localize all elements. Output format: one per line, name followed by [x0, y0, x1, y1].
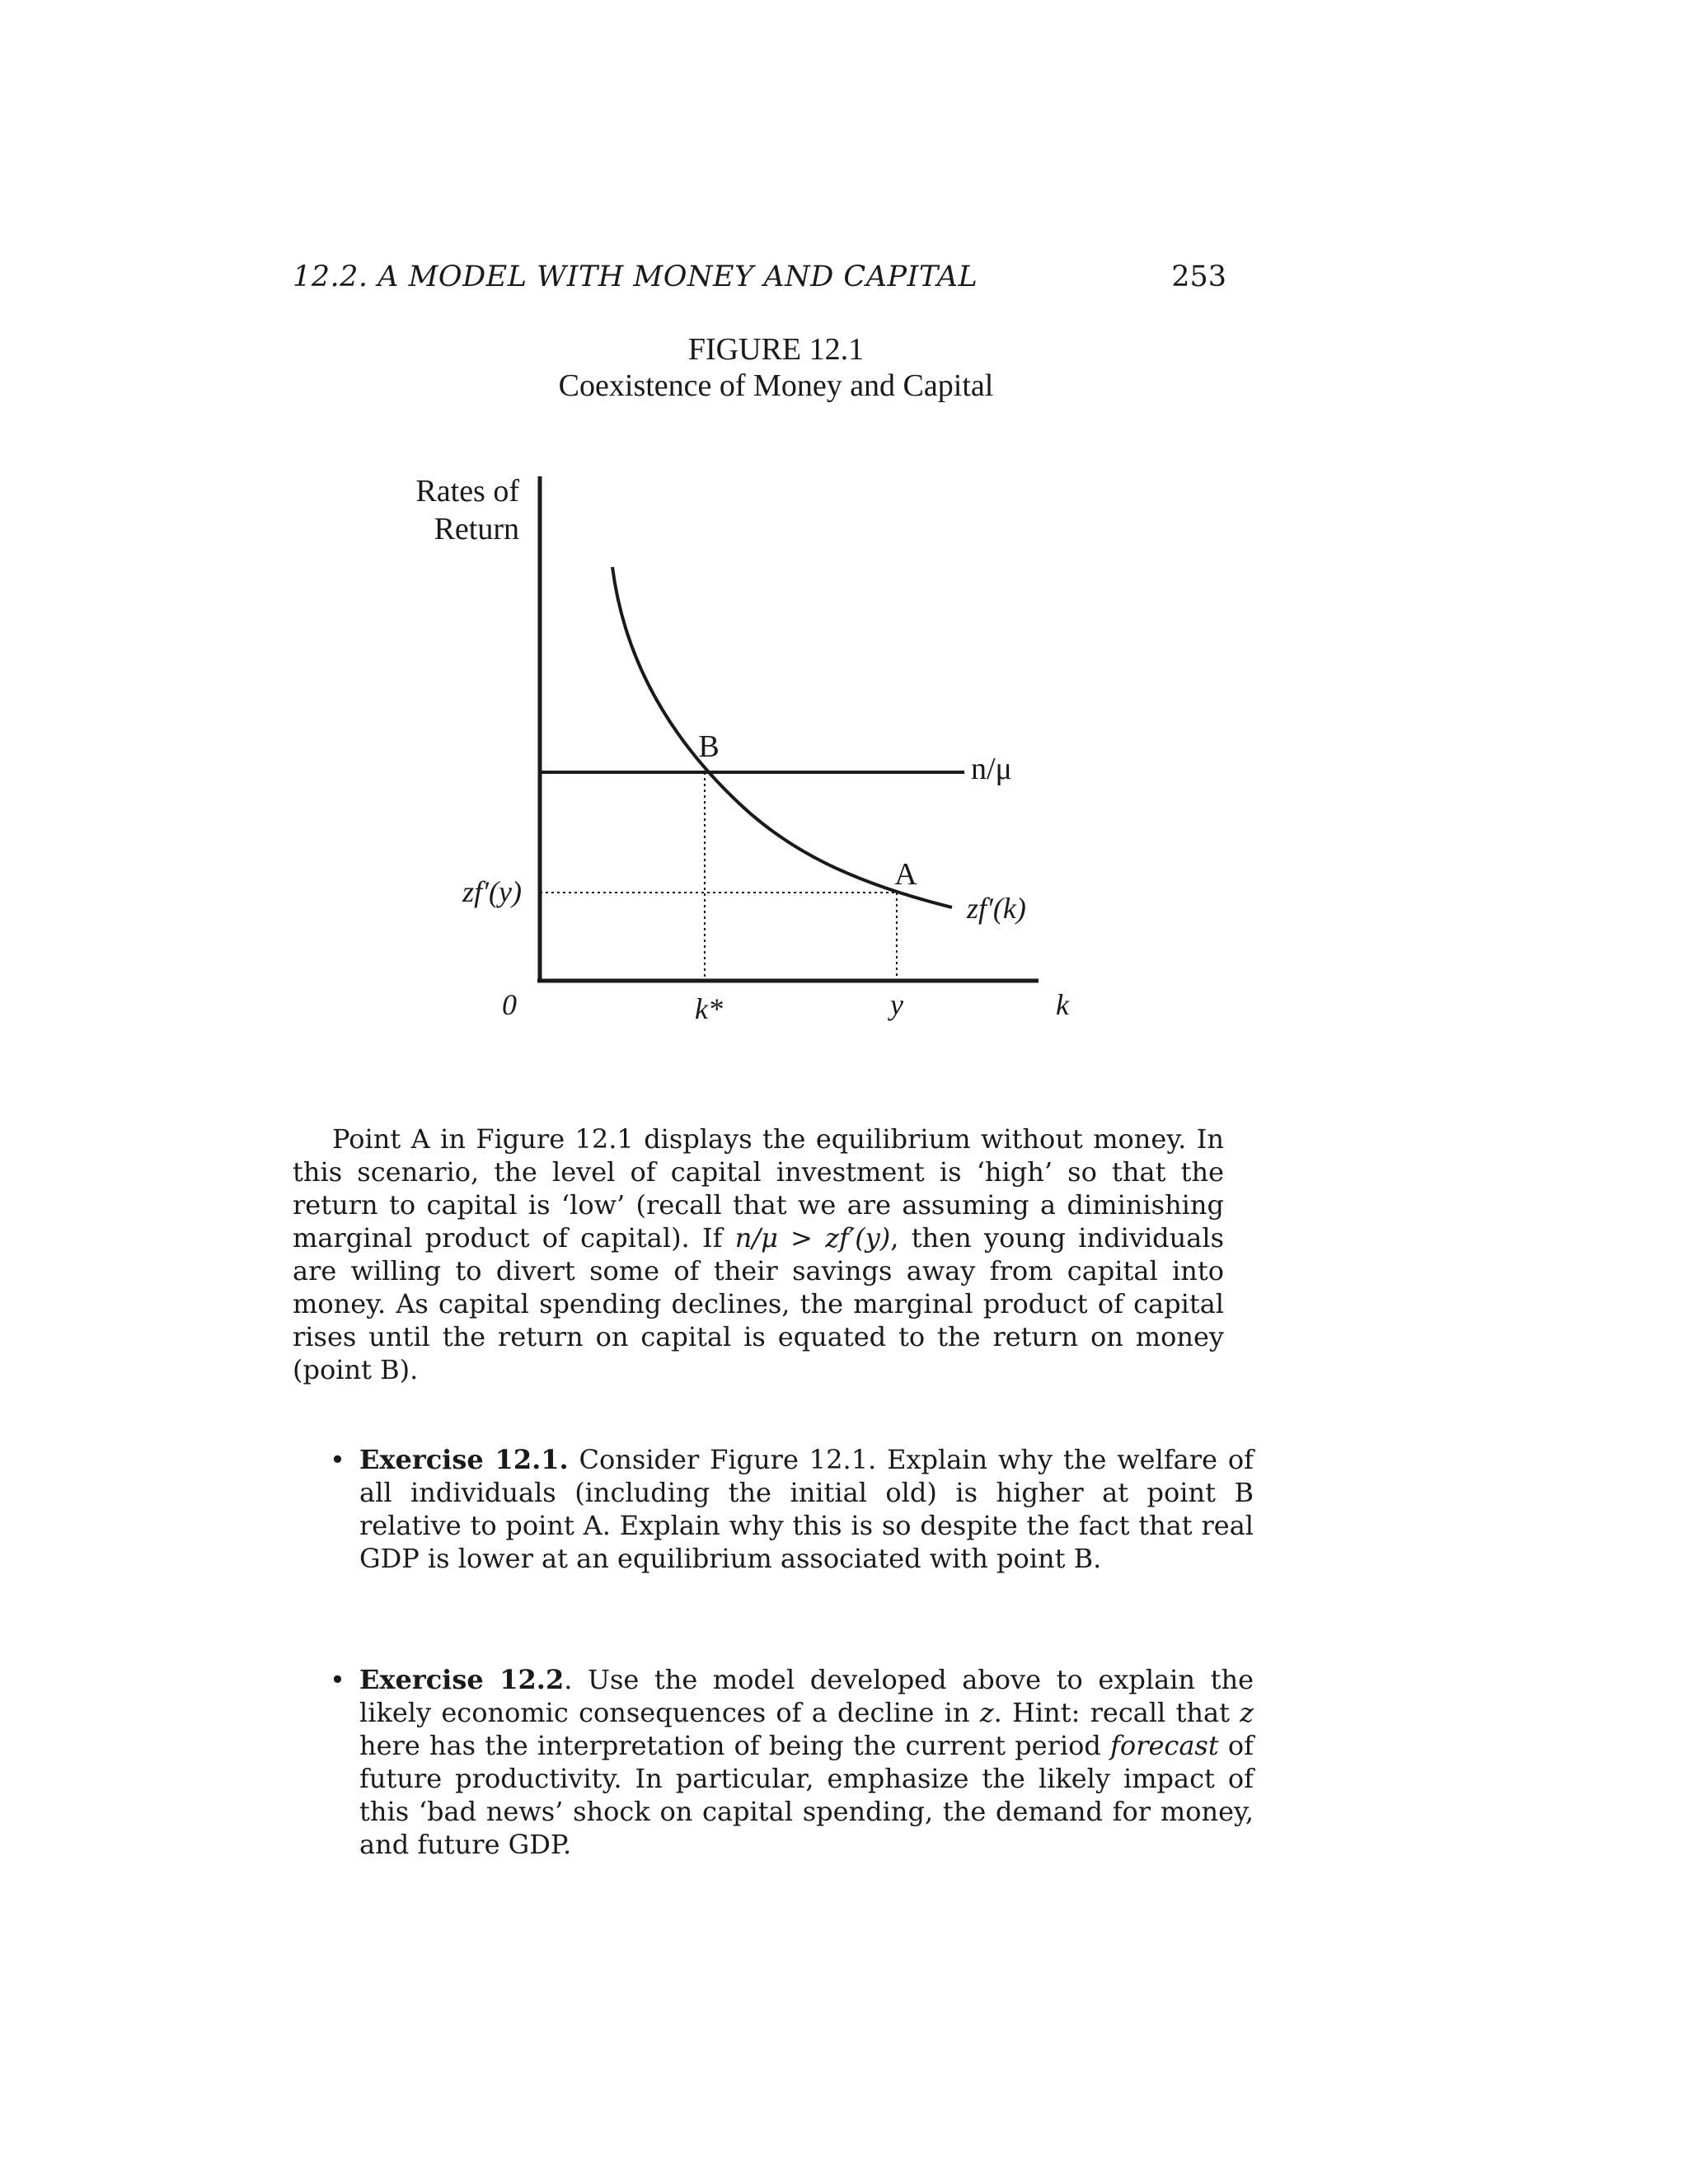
- bullet-icon: •: [330, 1444, 345, 1475]
- y-axis-label-line2: Return: [434, 512, 519, 546]
- exercise-title: Exercise 12.1.: [359, 1444, 569, 1475]
- x-tick-y: y: [890, 988, 903, 1021]
- body-text-a: Point A in Figure 12.1 displays the equilibrium without money. In this scenario, the level of capital investment is ‘high’ so that the return to capital is ‘low’ (recall that we are assuming a diminishing marginal product of capital). If: [293, 1123, 1224, 1254]
- exercise-text-d: of future productivity. In particular, emphasize the likely impact of this ‘bad news’ shock on capital spending, the demand for money, and future GDP.: [359, 1730, 1254, 1860]
- point-a-label: A: [894, 857, 917, 892]
- y-tick-zfy: zf′(y): [462, 875, 522, 908]
- body-math: n/μ > zf′(y): [734, 1222, 891, 1254]
- exercise-text: Consider Figure 12.1. Explain why the welfare of all individuals (including the initial old) is higher at point B relative to point A. Explain why this is so despite the fact that real GDP is lower at an equilibrium associated with point B.: [359, 1444, 1254, 1574]
- bullet-icon: •: [330, 1664, 345, 1695]
- body-text-b: , then young individuals are willing to divert some of their savings away from capital into money. As capital spending declines, the marginal product of capital rises until the return on capital is equated to the return on money (point B).: [293, 1222, 1225, 1385]
- exercise-math-z: z: [979, 1697, 994, 1728]
- exercise-title: Exercise 12.2: [359, 1664, 565, 1695]
- exercise-math-z: z: [1240, 1697, 1254, 1728]
- x-tick-k-star: k*: [695, 992, 723, 1025]
- zfk-curve-label: zf′(k): [967, 892, 1026, 925]
- y-axis-label-line1: Rates of: [415, 474, 519, 509]
- x-axis-label: k: [1056, 988, 1069, 1021]
- body-paragraph: [293, 1122, 1224, 1386]
- n-mu-label: n/μ: [971, 752, 1012, 786]
- exercise-forecast: forecast: [1110, 1730, 1219, 1761]
- exercise-text-a: . Use the model developed above to explain the likely economic consequences of a decline in: [359, 1664, 1254, 1728]
- exercise-text-c: here has the interpretation of being the current period: [359, 1730, 1111, 1761]
- exercise-12-2: [330, 1663, 1254, 1861]
- figure-label: FIGURE 12.1: [687, 332, 865, 367]
- running-head: 12.2. A MODEL WITH MONEY AND CAPITAL: [293, 260, 978, 293]
- point-b-label: B: [698, 729, 720, 764]
- exercise-12-1: [330, 1443, 1254, 1575]
- origin-label: 0: [502, 988, 517, 1021]
- figure-caption: Coexistence of Money and Capital: [558, 368, 994, 403]
- page-number: 253: [1171, 260, 1226, 293]
- exercise-text-b: . Hint: recall that: [993, 1697, 1240, 1728]
